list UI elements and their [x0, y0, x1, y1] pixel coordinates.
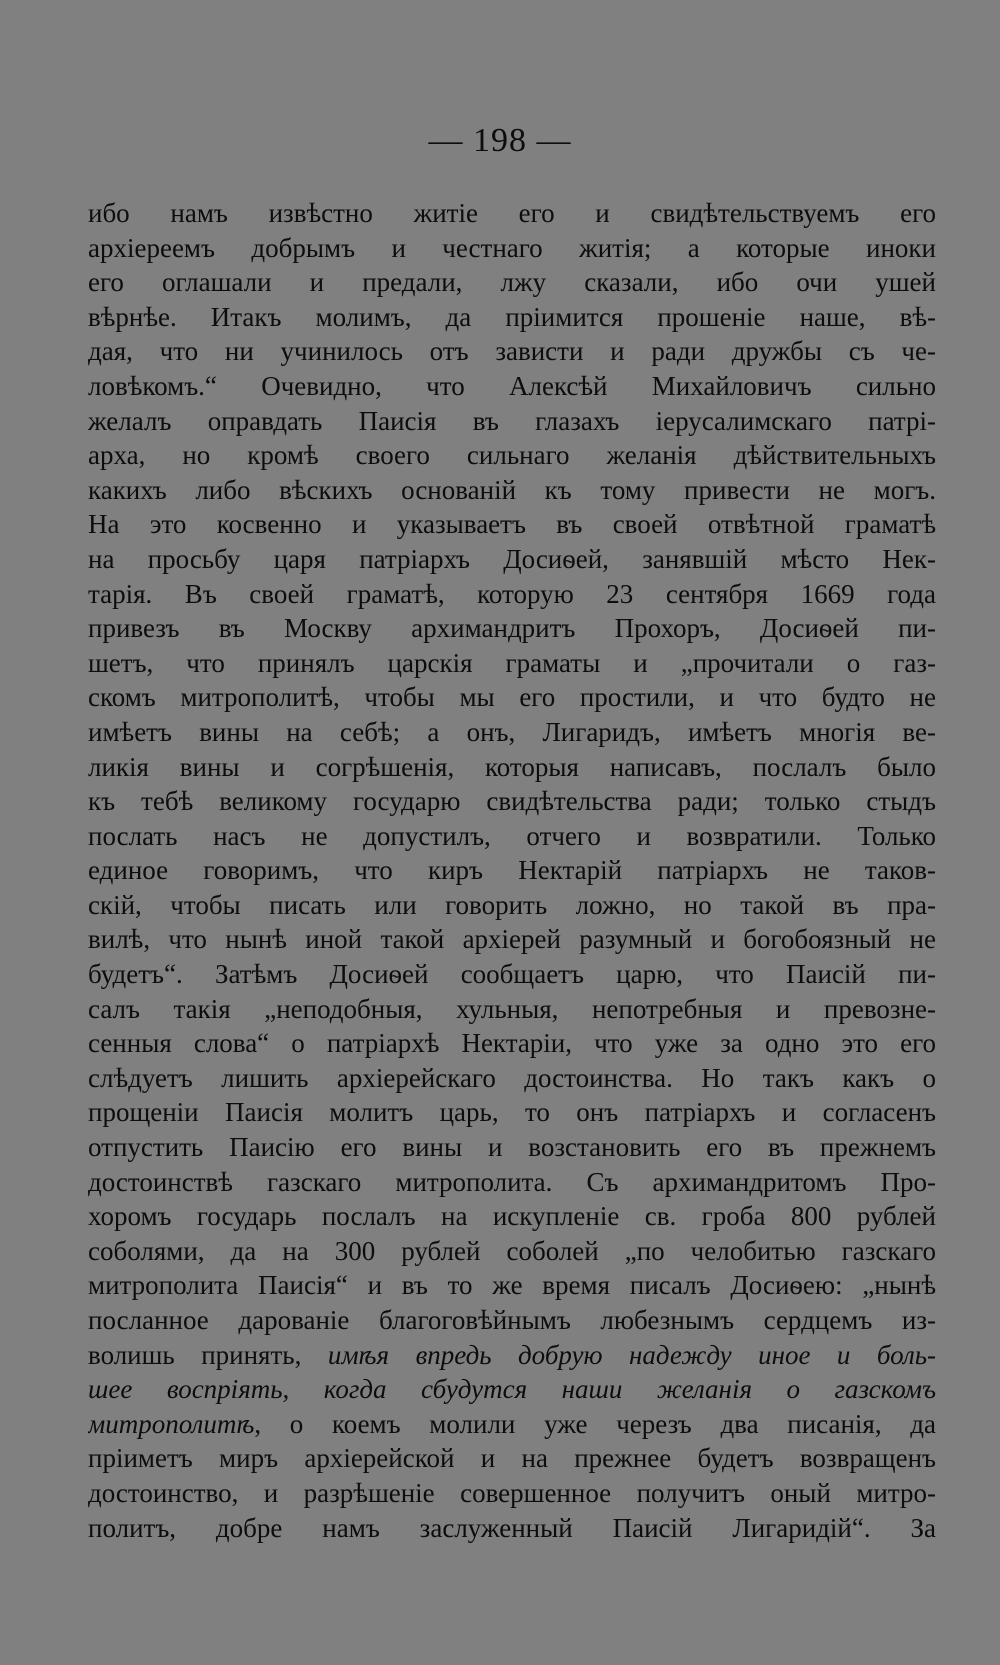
text-segment: будетъ“. Затѣмъ Досиѳей сообщаетъ царю, что Паисій пи- — [88, 959, 936, 990]
text-line — [88, 1165, 936, 1200]
body-text — [88, 196, 936, 1545]
text-line — [88, 1476, 936, 1511]
italic-text-segment: имѣя впредь добрую надежду иное и боль- — [327, 1339, 936, 1370]
text-line — [88, 438, 936, 473]
text-line — [88, 888, 936, 923]
text-line — [88, 265, 936, 300]
text-line — [88, 369, 936, 404]
italic-text-segment: митрополитѣ — [88, 1408, 255, 1439]
text-segment: , о коемъ молили уже черезъ два писанія, да — [254, 1408, 936, 1439]
text-segment: посланное дарованіе благоговѣйнымъ любезнымъ сердцемъ из- — [88, 1305, 936, 1335]
text-segment: имѣетъ вины на себѣ; а онъ, Лигаридъ, имѣетъ многія ве- — [88, 716, 936, 747]
text-segment: единое говоримъ, что киръ Нектарій патріархъ не таков- — [88, 855, 936, 886]
text-segment: архіереемъ добрымъ и честнаго житія; а которые иноки — [88, 232, 936, 263]
text-line — [88, 922, 936, 957]
text-line — [88, 992, 936, 1027]
text-segment: ликія вины и согрѣшенія, которыя написавъ, послалъ было — [88, 751, 936, 782]
text-segment: скомъ митрополитѣ, чтобы мы его простили, и что будто не — [88, 682, 936, 713]
text-line — [88, 404, 936, 439]
text-segment: тарія. Въ своей граматѣ, которую 23 сентября 1669 года — [88, 578, 936, 609]
text-line — [88, 1026, 936, 1061]
text-line — [88, 1511, 936, 1546]
text-segment: пріиметъ миръ архіерейской и на прежнее будетъ возвращенъ — [88, 1443, 936, 1474]
text-line — [88, 542, 936, 577]
text-segment: прощеніи Паисія молитъ царь, то онъ патріархъ и согласенъ — [88, 1097, 936, 1128]
text-line — [88, 853, 936, 888]
text-line — [88, 1234, 936, 1269]
text-line — [88, 196, 936, 231]
text-line — [88, 231, 936, 266]
text-segment: ибо намъ извѣстно житіе его и свидѣтельствуемъ его — [88, 198, 936, 228]
text-segment: къ тебѣ великому государю свидѣтельства ради; только стыдъ — [88, 786, 936, 817]
text-segment: волишь принять, — [88, 1339, 328, 1370]
text-segment: арха, но кромѣ своего сильнаго желанія дѣйствительныхъ — [88, 440, 936, 471]
text-line — [88, 611, 936, 646]
text-line — [88, 957, 936, 992]
text-segment: митрополита Паисія“ и въ то же время писалъ Досиѳею: „нынѣ — [88, 1270, 936, 1301]
text-line — [88, 1061, 936, 1096]
text-line — [88, 819, 936, 854]
text-segment: достоинствѣ газскаго митрополита. Съ архимандритомъ Про- — [88, 1166, 936, 1197]
text-segment: скій, чтобы писать или говорить ложно, но такой въ пра- — [88, 889, 936, 920]
text-segment: послать насъ не допустилъ, отчего и возвратили. Только — [88, 820, 936, 851]
text-line — [88, 784, 936, 819]
text-line — [88, 750, 936, 785]
text-line — [88, 577, 936, 612]
text-segment: вѣрнѣе. Итакъ молимъ, да пріимится прошеніе наше, вѣ- — [88, 301, 936, 332]
italic-text-segment: шее воспріять, когда сбудутся наши желанія о газскомъ — [88, 1374, 936, 1405]
text-line — [88, 300, 936, 335]
text-segment: отпустить Паисію его вины и возстановить его въ прежнемъ — [88, 1132, 936, 1163]
text-line — [88, 1130, 936, 1165]
text-line — [88, 1303, 936, 1338]
text-line — [88, 334, 936, 369]
text-segment: политъ, добре намъ заслуженный Паисій Лигаридій“. За — [88, 1512, 936, 1543]
text-segment: салъ такія „неподобныя, хульныя, непотребныя и превозне- — [88, 993, 936, 1024]
text-line — [88, 1095, 936, 1130]
text-line — [88, 1199, 936, 1234]
text-line — [88, 507, 936, 542]
text-segment: на просьбу царя патріархъ Досиѳей, занявшій мѣсто Нек- — [88, 543, 936, 574]
text-segment: слѣдуетъ лишить архіерейскаго достоинства. Но такъ какъ о — [88, 1062, 936, 1093]
text-line — [88, 473, 936, 508]
text-line — [88, 1441, 936, 1476]
text-segment: его оглашали и предали, лжу сказали, ибо очи ушей — [88, 267, 936, 298]
text-line — [88, 680, 936, 715]
text-segment: соболями, да на 300 рублей соболей „по челобитью газскаго — [88, 1235, 936, 1266]
text-line — [88, 715, 936, 750]
text-line — [88, 1268, 936, 1303]
text-line — [88, 1338, 936, 1373]
text-segment: привезъ въ Москву архимандритъ Прохоръ, Досиѳей пи- — [88, 613, 936, 644]
text-line — [88, 646, 936, 681]
text-segment: хоромъ государь послалъ на искупленіе св. гроба 800 рублей — [88, 1201, 936, 1232]
text-segment: На это косвенно и указываетъ въ своей отвѣтной граматѣ — [88, 509, 936, 540]
text-segment: сенныя слова“ о патріархѣ Нектаріи, что уже за одно это его — [88, 1028, 936, 1059]
text-segment: шетъ, что принялъ царскія граматы и „прочитали о газ- — [88, 647, 936, 678]
text-line — [88, 1372, 936, 1407]
page-number: — 198 — — [428, 122, 572, 159]
text-segment: достоинство, и разрѣшеніе совершенное получитъ оный митро- — [88, 1477, 936, 1508]
text-segment: ловѣкомъ.“ Очевидно, что Алексѣй Михайловичъ сильно — [88, 370, 936, 401]
text-segment: дая, что ни учинилось отъ зависти и ради дружбы съ че- — [88, 336, 936, 367]
text-line — [88, 1407, 936, 1442]
text-segment: какихъ либо вѣскихъ основаній къ тому привести не могъ. — [88, 474, 936, 505]
text-segment: вилѣ, что нынѣ иной такой архіерей разумный и богобоязный не — [88, 924, 936, 955]
text-segment: желалъ оправдать Паисія въ глазахъ іерусалимскаго патрі- — [88, 405, 936, 436]
